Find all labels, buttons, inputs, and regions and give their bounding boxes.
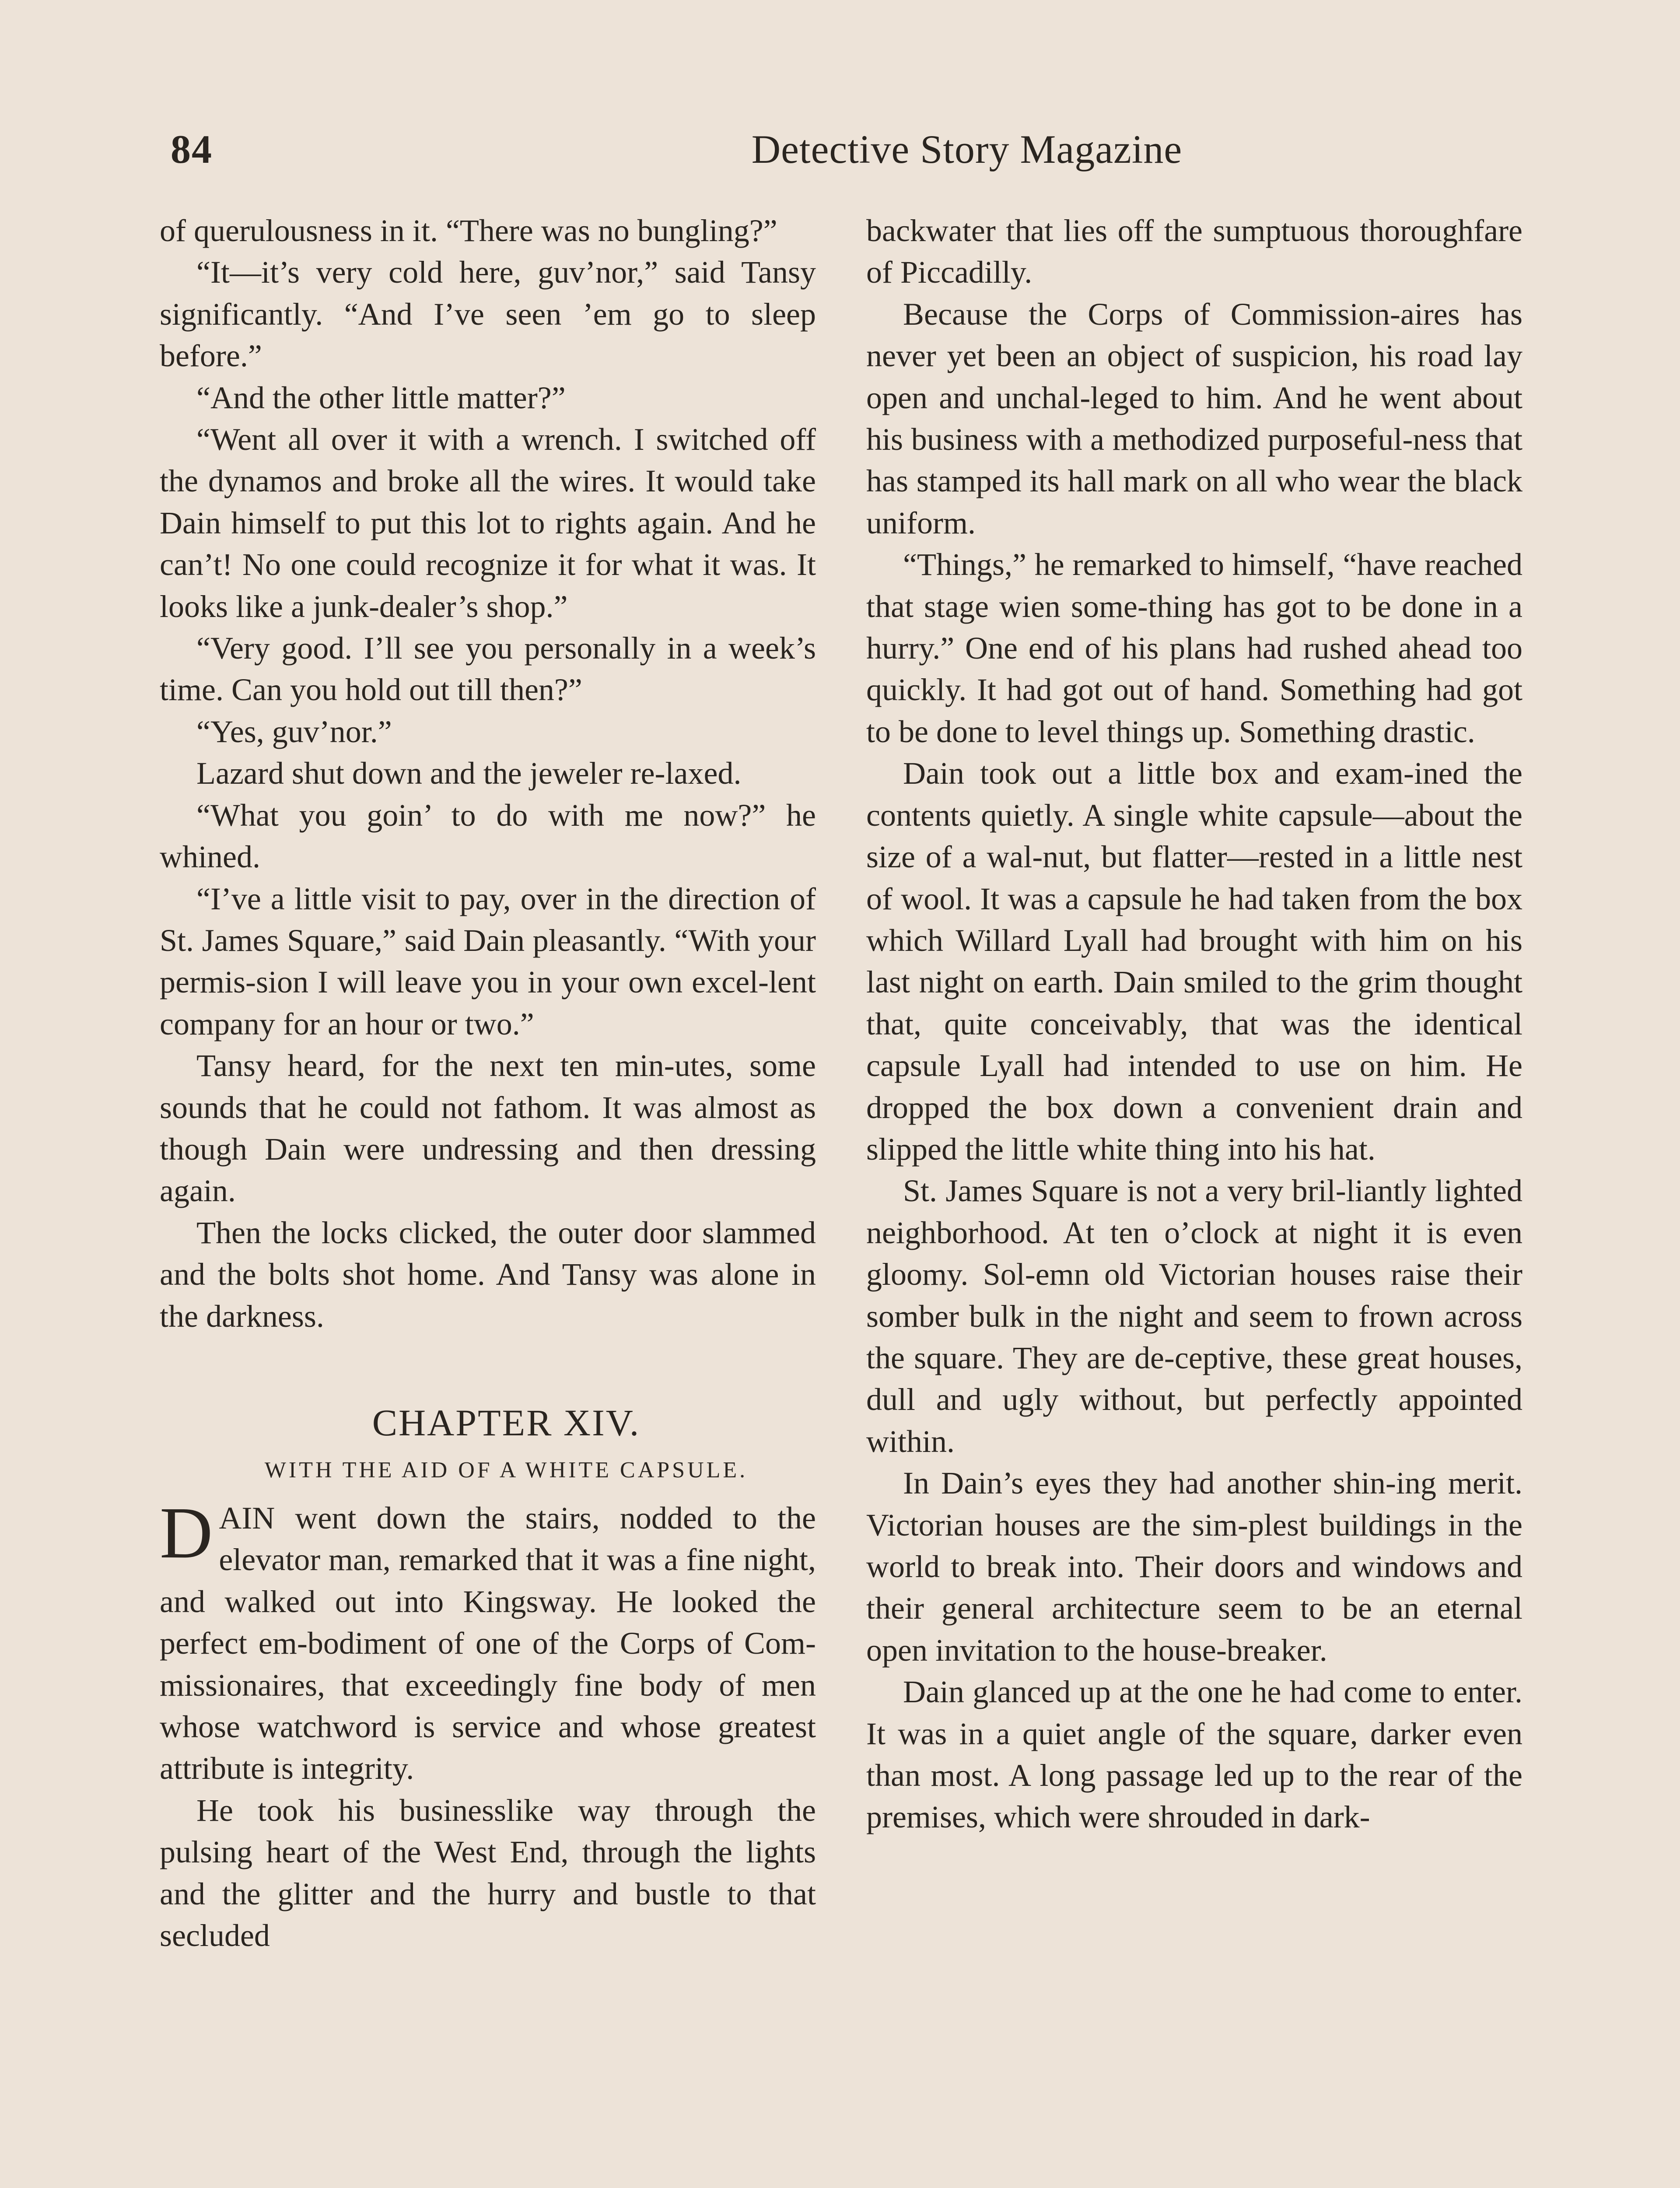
running-title: Detective Story Magazine (751, 127, 1183, 172)
paragraph: “And the other little matter?” (196, 380, 566, 415)
chapter-subtitle: WITH THE AID OF A WHITE CAPSULE. (264, 1457, 748, 1483)
paragraph-text: AIN went down the stairs, nodded to the elevator man, remarked that it was a fine night, and walked out into Kingsway. He looked the perfect em-bodiment of one of the Corps of Com-missionaires, that exceedingly fine body of men whose watchword is service and whose greatest attribute is integrity. (160, 1500, 816, 1786)
paragraph: “It—it’s very cold here, guv’nor,” said Tansy significantly. “And I’ve seen ’em go to sleep before.” (160, 255, 816, 374)
paragraph: Dain took out a little box and exam-ined the contents quietly. A single white capsule—about the size of a wal-nut, but flatter—rested in a little nest of wool. It was a capsule he had taken from the box which Willard Lyall had brought with him on his last night on earth. Dain smiled to the grim thought that, quite conceivably, that was the identical capsule Lyall had intended to use on him. He dropped the box down a convenient drain and slipped the little white thing into his hat. (866, 756, 1522, 1167)
chapter-opening-paragraph (160, 1492, 816, 1790)
paragraph: backwater that lies off the sumptuous thoroughfare of Piccadilly. (866, 213, 1522, 290)
chapter-heading: CHAPTER XIV. (372, 1401, 640, 1444)
paragraph: Tansy heard, for the next ten min-utes, some sounds that he could not fathom. It was almost as though Dain were undressing and then dressing again. (160, 1048, 816, 1209)
paragraph: “Yes, guv’nor.” (196, 714, 392, 749)
paragraph: “Went all over it with a wrench. I switched off the dynamos and broke all the wires. It would take Dain himself to put this lot to rights again. And he can’t! No one could recognize it for what it was. It looks like a junk-dealer’s shop.” (160, 422, 816, 624)
paragraph: Lazard shut down and the jeweler re-laxed. (196, 756, 742, 791)
drop-cap: D (160, 1492, 213, 1574)
page-number: 84 (171, 127, 213, 172)
left-column (160, 210, 816, 1957)
paragraph: “I’ve a little visit to pay, over in the direction of St. James Square,” said Dain pleasantly. “With your permis-sion I will leave you in your own excel-lent company for an hour or two.” (160, 881, 816, 1041)
paragraph: Dain glanced up at the one he had come to enter. It was in a quiet angle of the square, darker even than most. A long passage led up to the rear of the premises, which were shrouded in dark- (866, 1674, 1522, 1835)
page-header (171, 126, 1536, 187)
paragraph: In Dain’s eyes they had another shin-ing merit. Victorian houses are the sim-plest buildings in the world to break into. Their doors and windows and their general architecture seem to be an eternal open invitation to the house-breaker. (866, 1466, 1522, 1668)
paragraph: “Things,” he remarked to himself, “have reached that stage wien some-thing has got to be done in a hurry.” One end of his plans had rushed ahead too quickly. It had got out of hand. Something had got to be done to level things up. Something drastic. (866, 547, 1522, 749)
paragraph: “Very good. I’ll see you personally in a week’s time. Can you hold out till then?” (160, 631, 816, 708)
paragraph: of querulousness in it. “There was no bungling?” (160, 213, 777, 248)
paragraph: St. James Square is not a very bril-liantly lighted neighborhood. At ten o’clock at night it is even gloomy. Sol-emn old Victorian houses raise their somber bulk in the night and seem to frown across the square. They are de-ceptive, these great houses, dull and ugly without, but perfectly appointed within. (866, 1173, 1522, 1459)
right-column (866, 210, 1522, 1838)
paragraph: “What you goin’ to do with me now?” he whined. (160, 797, 816, 875)
paragraph: He took his businesslike way through the pulsing heart of the West End, through the lights and the glitter and the hurry and bustle to that secluded (160, 1792, 816, 1953)
paragraph: Then the locks clicked, the outer door slammed and the bolts shot home. And Tansy was alone in the darkness. (160, 1215, 816, 1334)
paragraph: Because the Corps of Commission-aires has never yet been an object of suspicion, his road lay open and unchal-leged to him. And he went about his business with a methodized purposeful-ness that has stamped its hall mark on all who wear the black uniform. (866, 296, 1522, 540)
